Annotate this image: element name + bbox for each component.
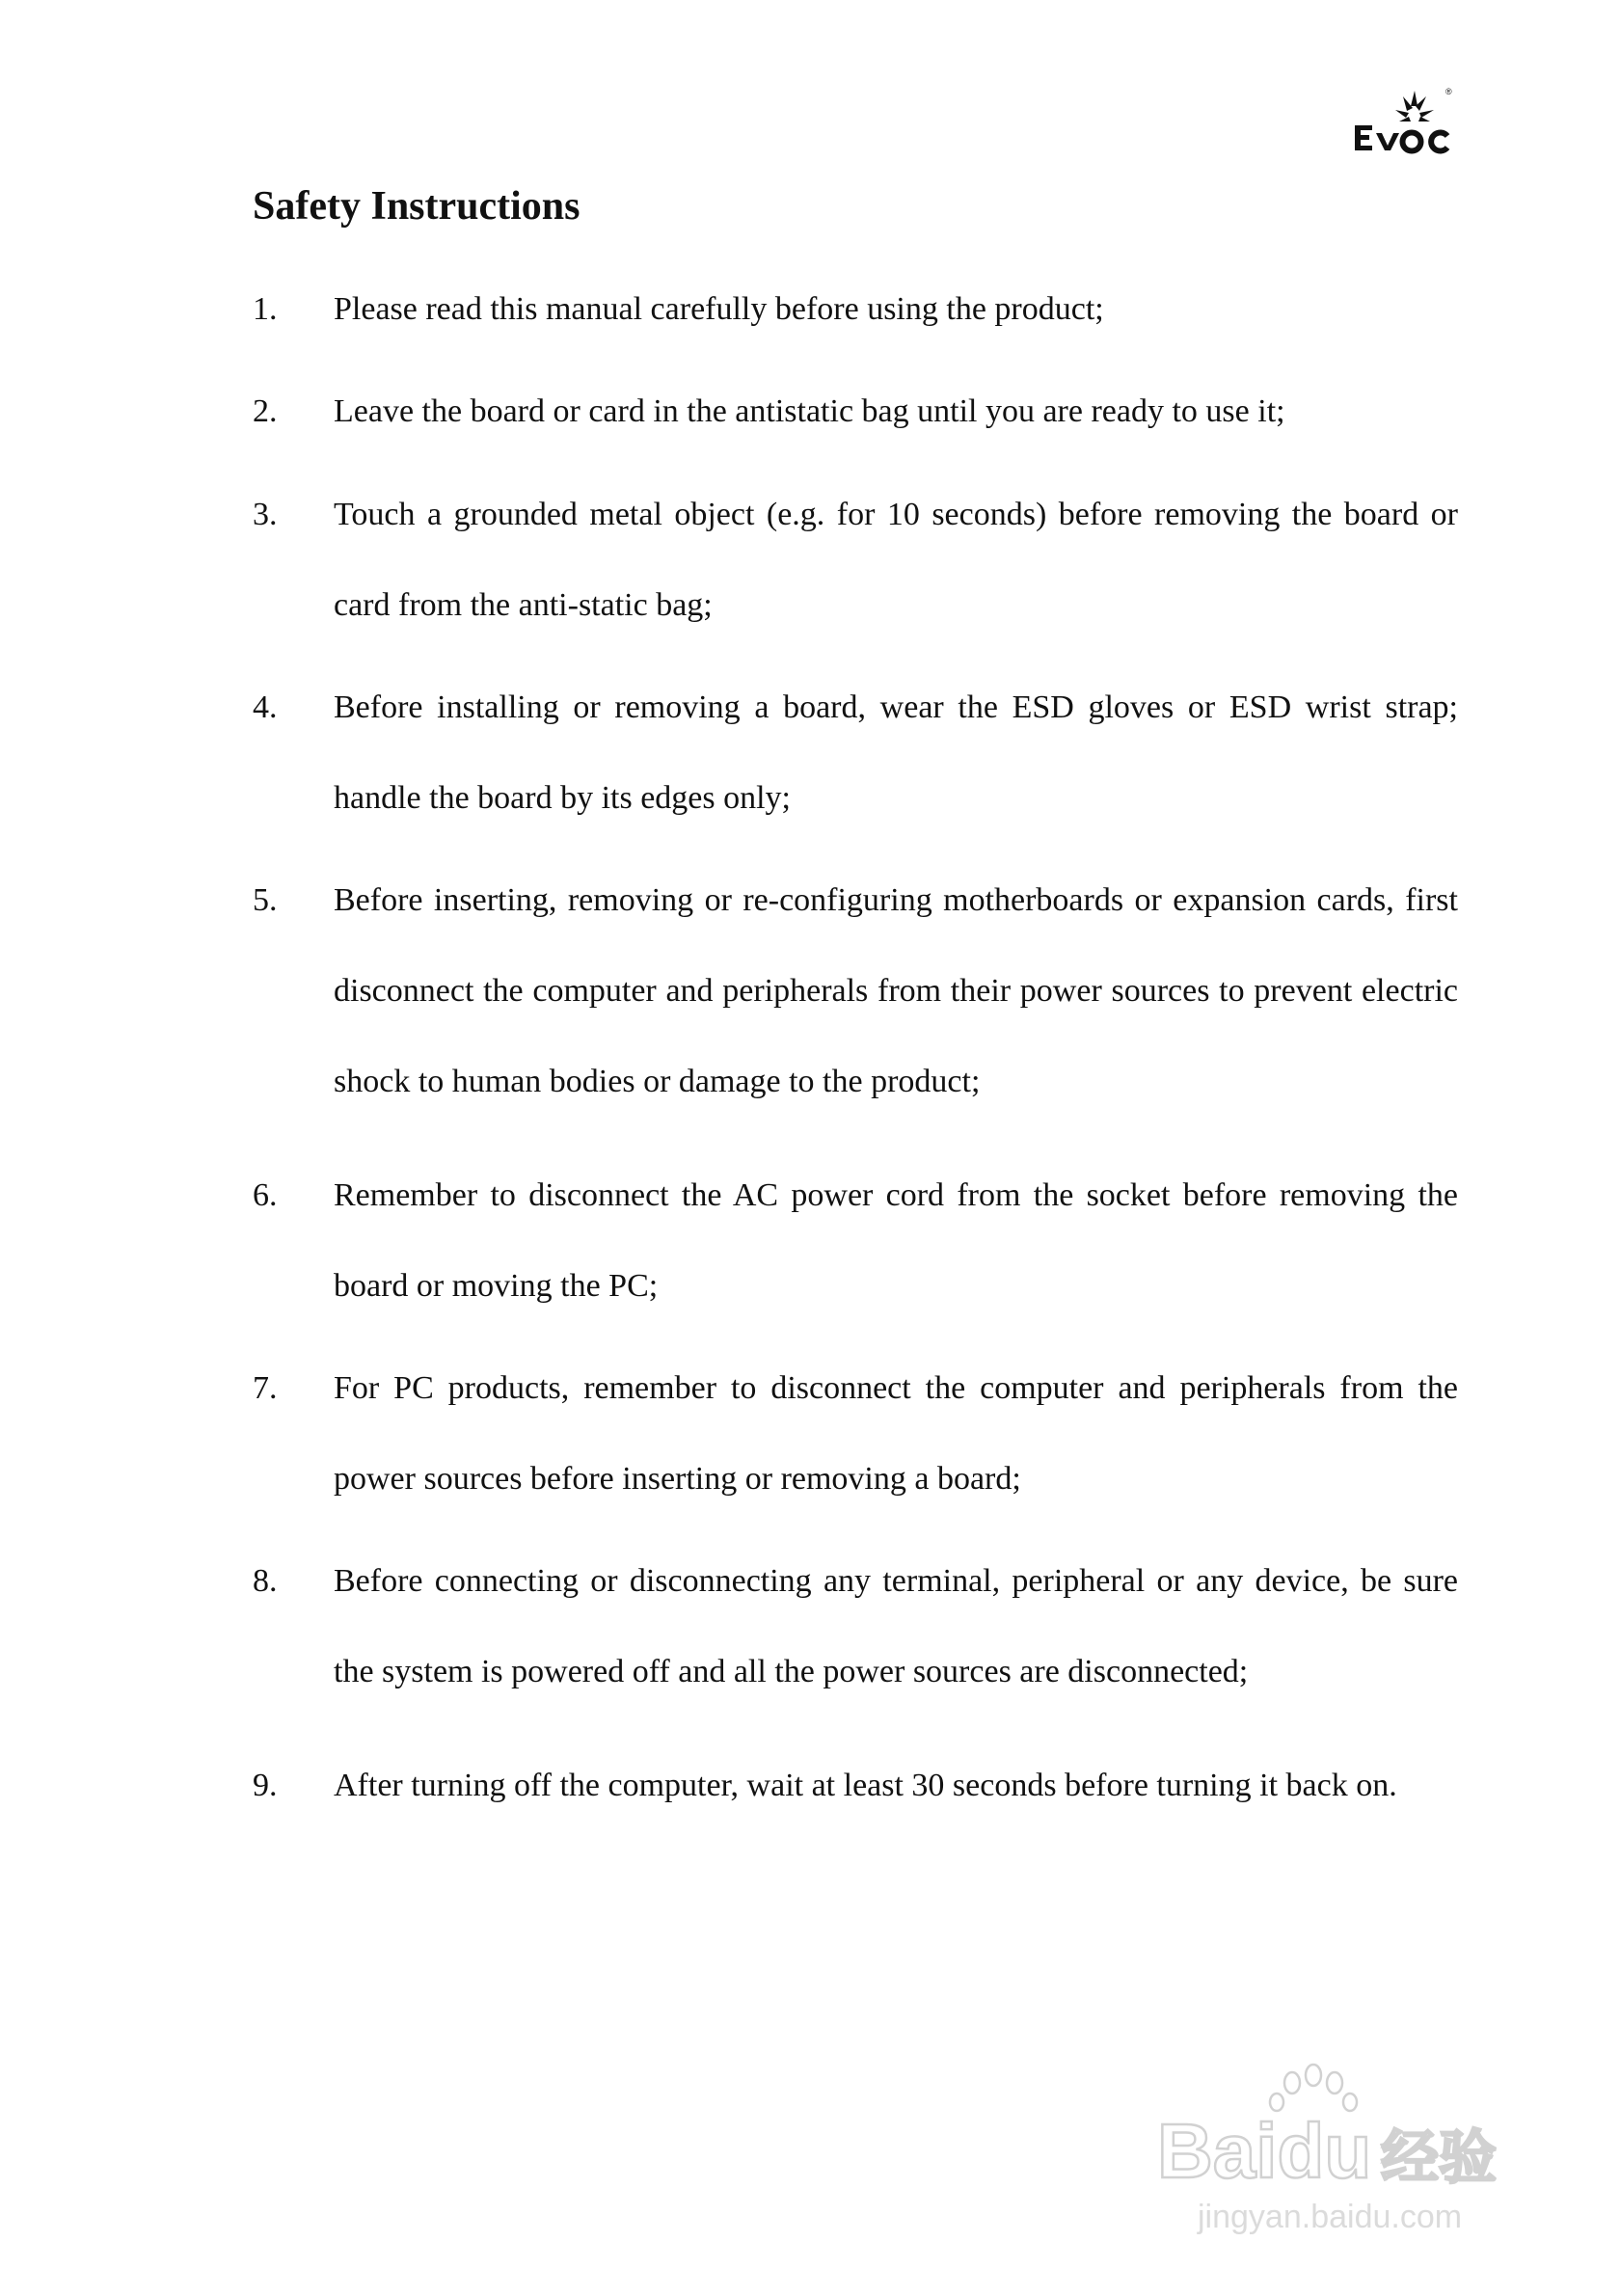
item-text: After turning off the computer, wait at least 30 seconds before turning it back on. [334, 1768, 1397, 1803]
evoc-logo [1345, 85, 1461, 162]
item-text: Leave the board or card in the antistatic bag until you are ready to use it; [334, 393, 1285, 429]
watermark-cn: 经验 [1381, 2125, 1497, 2190]
page-title: Safety Instructions [253, 184, 580, 229]
item-number: 7. [253, 1370, 278, 1406]
item-number: 4. [253, 689, 278, 725]
item-text: Before installing or removing a board, wear the ESD gloves or ESD wrist strap; handle the board by its edges only; [334, 689, 1458, 816]
item-number: 5. [253, 882, 278, 918]
item-number: 9. [253, 1768, 278, 1803]
registered-mark: ® [1445, 87, 1452, 96]
watermark-brand: Baidu [1157, 2108, 1372, 2194]
item-number: 3. [253, 497, 278, 532]
starburst-icon [1395, 91, 1434, 122]
watermark-url: jingyan.baidu.com [1198, 2199, 1463, 2235]
item-number: 8. [253, 1563, 278, 1599]
item-text: Please read this manual carefully before using the product; [334, 291, 1104, 327]
item-text: Touch a grounded metal object (e.g. for 10 seconds) before removing the board or card from the anti-static bag; [334, 497, 1458, 623]
item-number: 1. [253, 291, 278, 327]
item-text: Before inserting, removing or re-configuring motherboards or expansion cards, first disconnect the computer and peripherals from their power sources to prevent electric shock to human bodies or damage to the product; [334, 882, 1458, 1099]
item-text: For PC products, remember to disconnect the computer and peripherals from the power sources before inserting or removing a board; [334, 1370, 1458, 1497]
item-number: 6. [253, 1177, 278, 1213]
paw-icon [1270, 2065, 1357, 2111]
item-text: Remember to disconnect the AC power cord from the socket before removing the board or moving the PC; [334, 1177, 1458, 1304]
item-number: 2. [253, 393, 278, 429]
logo-wordmark [1355, 125, 1447, 151]
item-text: Before connecting or disconnecting any terminal, peripheral or any device, be sure the system is powered off and all the power sources are disconnected; [334, 1563, 1458, 1689]
baidu-watermark [1148, 2054, 1543, 2247]
